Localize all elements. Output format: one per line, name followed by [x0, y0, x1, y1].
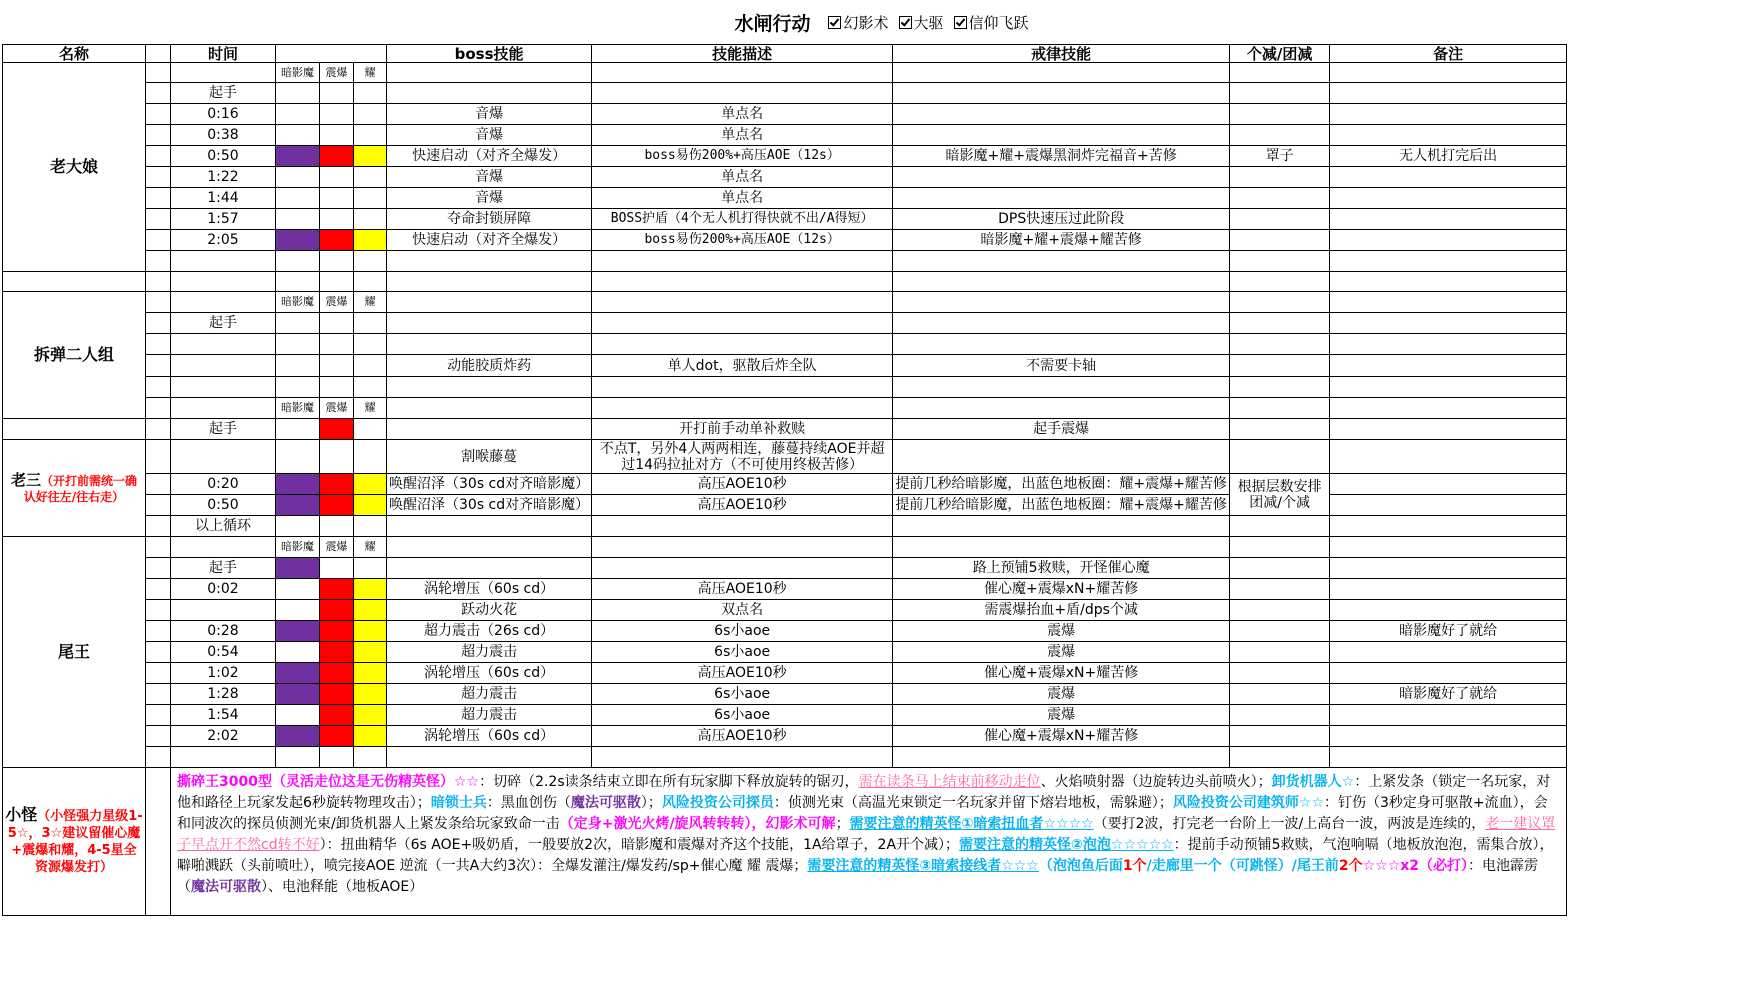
mob-text: ：侦测光束（高温光束锁定一名玩家并留下熔岩地板，需躲避）； — [773, 795, 1173, 811]
reduce-cell: 根据层数安排团减/个减 — [1230, 474, 1330, 516]
mob-text: ）：扭曲精华（6s AOE+吸奶盾，一般要放2次，暗影魔和震爆对齐这个技能，1A给罩子，2A开个减）； — [319, 837, 960, 853]
desc-cell: 6s小aoe — [592, 705, 893, 726]
dispel-tag: 魔法可驱散 — [191, 879, 261, 895]
table-row — [3, 63, 1567, 83]
desc-cell: 6s小aoe — [592, 621, 893, 642]
skill-cell: 音爆 — [387, 125, 592, 146]
desc-cell: 开打前手动单补救赎 — [592, 419, 893, 440]
radiance-marker — [354, 663, 387, 684]
table-row — [3, 230, 1567, 251]
time-cell: 1:02 — [171, 663, 276, 684]
boss-name-4: 尾王 — [3, 537, 146, 768]
skill-cell: 音爆 — [387, 188, 592, 209]
checkbox-checked-icon[interactable] — [954, 16, 967, 29]
radiance-marker — [354, 600, 387, 621]
table-row — [3, 600, 1567, 621]
mob-text: ）； — [640, 795, 662, 811]
mindblast-marker — [320, 230, 354, 251]
mob-darklock-soldier: 暗锁士兵 — [430, 795, 487, 811]
colhead-mindblast: 震爆 — [320, 292, 354, 313]
note-cell: 暗影魔好了就给 — [1330, 684, 1567, 705]
skill-cell: 涡轮增压（60s cd） — [387, 726, 592, 747]
desc-cell: 高压AOE10秒 — [592, 726, 893, 747]
shadowfiend-marker — [276, 495, 320, 516]
colhead-radiance: 耀 — [354, 398, 387, 419]
table-row — [3, 684, 1567, 705]
mindblast-marker — [320, 579, 354, 600]
col-header-cooldowns — [276, 45, 387, 63]
colhead-shadowfiend: 暗影魔 — [276, 537, 320, 558]
desc-cell: 双点名 — [592, 600, 893, 621]
desc-cell: 单点名 — [592, 188, 893, 209]
option-1-label: 幻影术 — [843, 13, 889, 32]
mob-shredder: 撕碎王3000型（灵活走位这是无伤精英怪）☆☆ — [177, 774, 480, 790]
table-row — [3, 440, 1567, 474]
table-row — [3, 474, 1567, 495]
header-row — [3, 45, 1567, 63]
radiance-marker — [354, 579, 387, 600]
discipline-cell: 不需要卡轴 — [893, 355, 1230, 377]
time-cell: 0:50 — [171, 146, 276, 167]
skill-cell: 割喉藤蔓 — [387, 440, 592, 474]
table-row — [3, 621, 1567, 642]
radiance-marker — [354, 474, 387, 495]
mob-text: ）、电池释能（地板AOE） — [261, 879, 424, 895]
desc-cell: 6s小aoe — [592, 684, 893, 705]
time-cell: 2:02 — [171, 726, 276, 747]
shadowfiend-marker — [276, 474, 320, 495]
strategy-table — [2, 44, 1567, 916]
mob-count: 2个 — [1338, 858, 1363, 874]
time-cell: 1:22 — [171, 167, 276, 188]
discipline-cell: 起手震爆 — [893, 419, 1230, 440]
time-cell: 起手 — [171, 83, 276, 104]
colhead-shadowfiend: 暗影魔 — [276, 292, 320, 313]
col-header-discipline: 戒律技能 — [893, 45, 1230, 63]
table-row — [3, 188, 1567, 209]
time-cell: 0:38 — [171, 125, 276, 146]
time-cell: 0:02 — [171, 579, 276, 600]
time-cell: 1:57 — [171, 209, 276, 230]
table-row — [3, 167, 1567, 188]
col-header-desc: 技能描述 — [592, 45, 893, 63]
mindblast-marker — [320, 495, 354, 516]
mob-text: ：切碎（2.2s读条结束立即在所有玩家脚下释放旋转的锯刃， — [479, 774, 859, 790]
col-header-blank — [146, 45, 171, 63]
colhead-shadowfiend: 暗影魔 — [276, 398, 320, 419]
radiance-marker — [354, 684, 387, 705]
mob-text: ：黑血创伤（ — [486, 795, 571, 811]
shadowfiend-marker — [276, 663, 320, 684]
desc-cell: boss易伤200%+高压AOE（12s） — [592, 230, 893, 251]
shadowfiend-marker — [276, 558, 320, 579]
time-cell: 1:28 — [171, 684, 276, 705]
table-row — [3, 83, 1567, 104]
mindblast-marker — [320, 663, 354, 684]
col-header-skill: boss技能 — [387, 45, 592, 63]
elite-1: 需要注意的精英怪①暗索扭血者☆☆☆☆ — [849, 816, 1094, 832]
mob-text: ：电池霹雳（ — [177, 858, 1539, 895]
boss-name-3: 老三 — [10, 470, 41, 489]
table-row — [3, 377, 1567, 398]
discipline-cell: 提前几秒给暗影魔，出蓝色地板圈：耀+震爆+耀苦修 — [893, 474, 1230, 495]
mob-combo-warning: （定身+激光火烤/旋风转转转），幻影术可解 — [559, 816, 836, 832]
table-row — [3, 334, 1567, 355]
discipline-cell: 提前几秒给暗影魔，出蓝色地板圈：耀+震爆+耀苦修 — [893, 495, 1230, 516]
skill-cell: 超力震击（26s cd） — [387, 621, 592, 642]
radiance-marker — [354, 495, 387, 516]
minor-mobs-text — [171, 768, 1567, 916]
skill-cell: 快速启动（对齐全爆发） — [387, 230, 592, 251]
table-row — [3, 272, 1567, 292]
skill-cell: 涡轮增压（60s cd） — [387, 663, 592, 684]
discipline-cell: 震爆 — [893, 621, 1230, 642]
radiance-marker — [354, 230, 387, 251]
elite-2: 需要注意的精英怪②泡泡☆☆☆☆☆ — [959, 837, 1174, 853]
discipline-cell: 催心魔+震爆xN+耀苦修 — [893, 579, 1230, 600]
time-cell: 起手 — [171, 313, 276, 334]
option-1[interactable] — [828, 12, 888, 33]
time-cell: 起手 — [171, 558, 276, 579]
colhead-mindblast: 震爆 — [320, 63, 354, 83]
table-row — [3, 146, 1567, 167]
minor-label: 小怪 — [5, 805, 38, 824]
shadowfiend-marker — [276, 230, 320, 251]
col-header-note: 备注 — [1330, 45, 1567, 63]
table-row — [3, 355, 1567, 377]
col-header-time: 时间 — [171, 45, 276, 63]
discipline-cell: 催心魔+震爆xN+耀苦修 — [893, 663, 1230, 684]
mindblast-marker — [320, 600, 354, 621]
skill-cell: 涡轮增压（60s cd） — [387, 579, 592, 600]
time-cell: 0:50 — [171, 495, 276, 516]
colhead-mindblast: 震爆 — [320, 537, 354, 558]
col-header-reduce: 个减/团减 — [1230, 45, 1330, 63]
skill-cell: 唤醒沼泽（30s cd对齐暗影魔） — [387, 495, 592, 516]
shadowfiend-marker — [276, 684, 320, 705]
desc-cell: BOSS护盾（4个无人机打得快就不出/A得短） — [592, 209, 893, 230]
checkbox-checked-icon[interactable] — [828, 16, 841, 29]
boss-name-1: 老大娘 — [3, 63, 146, 272]
desc-cell: 高压AOE10秒 — [592, 474, 893, 495]
radiance-marker — [354, 705, 387, 726]
desc-cell: 不点T，另外4人两两相连，藤蔓持续AOE并超过14码拉扯对方（不可使用终极苦修） — [592, 440, 893, 474]
time-cell: 2:05 — [171, 230, 276, 251]
skill-cell: 超力震击 — [387, 642, 592, 663]
discipline-cell: 震爆 — [893, 684, 1230, 705]
discipline-cell: DPS快速压过此阶段 — [893, 209, 1230, 230]
option-3[interactable] — [954, 12, 1029, 33]
table-row — [3, 726, 1567, 747]
discipline-cell: 暗影魔+耀+震爆黑洞炸完福音+苦修 — [893, 146, 1230, 167]
mob-location: （泡泡鱼后面 — [1038, 858, 1123, 874]
skill-cell: 唤醒沼泽（30s cd对齐暗影魔） — [387, 474, 592, 495]
mindblast-marker — [320, 419, 354, 440]
colhead-radiance: 耀 — [354, 63, 387, 83]
time-cell: 1:44 — [171, 188, 276, 209]
time-cell: 0:28 — [171, 621, 276, 642]
table-row — [3, 537, 1567, 558]
checkbox-checked-icon[interactable] — [899, 16, 912, 29]
colhead-mindblast: 震爆 — [320, 398, 354, 419]
colhead-shadowfiend: 暗影魔 — [276, 63, 320, 83]
time-cell: 1:54 — [171, 705, 276, 726]
desc-cell: boss易伤200%+高压AOE（12s） — [592, 146, 893, 167]
mindblast-marker — [320, 474, 354, 495]
mob-agent: 风险投资公司探员 — [661, 795, 774, 811]
colhead-radiance: 耀 — [354, 537, 387, 558]
mindblast-marker — [320, 705, 354, 726]
desc-cell: 单点名 — [592, 125, 893, 146]
table-row — [3, 104, 1567, 125]
desc-cell: 单点名 — [592, 104, 893, 125]
page-title-bar — [0, 0, 1763, 44]
minor-row — [3, 768, 1567, 916]
mob-text: （要打2波，打完老一台阶上一波/上高台一波，两波是连续的， — [1093, 816, 1486, 832]
loop-cell: 以上循环 — [171, 516, 276, 537]
table-row — [3, 419, 1567, 440]
mindblast-marker — [320, 146, 354, 167]
skill-cell: 夺命封锁屏障 — [387, 209, 592, 230]
skill-cell: 超力震击 — [387, 684, 592, 705]
shadowfiend-marker — [276, 146, 320, 167]
note-cell: 暗影魔好了就给 — [1330, 621, 1567, 642]
mob-text: ：上紧发条（锁定一名玩家，对他和路径上玩家发起6秒旋转物理攻击）； — [177, 774, 1551, 811]
elite-3: 需要注意的精英怪③暗索接线者☆☆☆ — [807, 858, 1039, 874]
discipline-cell: 需震爆抬血+盾/dps个减 — [893, 600, 1230, 621]
desc-cell: 单人dot，驱散后炸全队 — [592, 355, 893, 377]
mob-unloader: 卸货机器人☆ — [1271, 774, 1355, 790]
table-row — [3, 495, 1567, 516]
desc-cell: 单点名 — [592, 167, 893, 188]
discipline-cell: 震爆 — [893, 705, 1230, 726]
shadowfiend-marker — [276, 726, 320, 747]
option-2[interactable] — [899, 12, 944, 33]
option-checkboxes — [828, 12, 1028, 33]
time-cell: 0:20 — [171, 474, 276, 495]
table-row — [3, 747, 1567, 768]
radiance-marker — [354, 621, 387, 642]
time-cell — [171, 600, 276, 621]
mob-location: /走廊里一个（可跳怪）/尾王前 — [1146, 858, 1339, 874]
note-cell: 无人机打完后出 — [1330, 146, 1567, 167]
table-row — [3, 705, 1567, 726]
desc-cell: 高压AOE10秒 — [592, 495, 893, 516]
table-row — [3, 398, 1567, 419]
discipline-cell: 震爆 — [893, 642, 1230, 663]
table-row — [3, 579, 1567, 600]
option-3-label: 信仰飞跃 — [968, 13, 1029, 32]
minor-label-cell — [3, 768, 146, 916]
table-row — [3, 209, 1567, 230]
dispel-tag: 魔法可驱散 — [570, 795, 641, 811]
table-row — [3, 125, 1567, 146]
mob-count: 1个 — [1122, 858, 1147, 874]
boss-3-note: （开打前需统一确认好往左/往右走） — [23, 473, 138, 504]
radiance-marker — [354, 726, 387, 747]
mindblast-marker — [320, 642, 354, 663]
reduce-cell: 罩子 — [1230, 146, 1330, 167]
skill-cell: 动能胶质炸药 — [387, 355, 592, 377]
mob-text: ：钉伤（3秒定身可驱散+流血），会和同波次的探员侦测光束/卸货机器人上紧发条给玩家致命一击 — [177, 795, 1548, 832]
mindblast-marker — [320, 726, 354, 747]
table-row — [3, 642, 1567, 663]
skill-cell: 跃动火花 — [387, 600, 592, 621]
boss-name-2: 拆弹二人组 — [3, 292, 146, 419]
shadowfiend-marker — [276, 621, 320, 642]
skill-cell: 音爆 — [387, 167, 592, 188]
discipline-cell: 暗影魔+耀+震爆+耀苦修 — [893, 230, 1230, 251]
mob-tip: 老一建议罩子早点开不然cd转不好 — [177, 816, 1556, 853]
table-row — [3, 313, 1567, 334]
desc-cell: 高压AOE10秒 — [592, 663, 893, 684]
mindblast-marker — [320, 621, 354, 642]
mob-text: ：提前手动预铺5救赎，气泡响嗝（地板放泡泡，需集合放），噼啪溅跃（头前喷吐），喷完接AOE 逆流（一共A大约3次）：全爆发灌注/爆发药/sp+催心魔 耀 震爆； — [177, 837, 1554, 874]
table-row — [3, 251, 1567, 272]
radiance-marker — [354, 146, 387, 167]
boss-name-3-cell — [3, 440, 146, 537]
mindblast-marker — [320, 684, 354, 705]
time-cell: 0:16 — [171, 104, 276, 125]
mob-must-kill: ☆☆☆x2（必打） — [1362, 858, 1469, 874]
radiance-marker — [354, 642, 387, 663]
option-2-label: 大驱 — [913, 13, 944, 32]
desc-cell: 6s小aoe — [592, 642, 893, 663]
table-row — [3, 292, 1567, 313]
table-row — [3, 558, 1567, 579]
col-header-name: 名称 — [3, 45, 146, 63]
skill-cell: 快速启动（对齐全爆发） — [387, 146, 592, 167]
discipline-cell: 催心魔+震爆xN+耀苦修 — [893, 726, 1230, 747]
skill-cell: 超力震击 — [387, 705, 592, 726]
mob-text: 、火焰喷射器（边旋转边头前喷火）； — [1040, 774, 1272, 790]
mob-warning: 需在读条马上结束前移动走位 — [858, 774, 1041, 790]
minor-label-note: （小怪强力星级1-5☆，3☆建议留催心魔+震爆和耀，4-5星全资源爆发打） — [7, 809, 143, 875]
mob-architect: 风险投资公司建筑师☆☆ — [1172, 795, 1325, 811]
colhead-radiance: 耀 — [354, 292, 387, 313]
desc-cell: 高压AOE10秒 — [592, 579, 893, 600]
table-row — [3, 516, 1567, 537]
mob-text: ； — [835, 816, 850, 832]
time-cell: 0:54 — [171, 642, 276, 663]
page-title: 水闸行动 — [734, 12, 811, 35]
table-row — [3, 663, 1567, 684]
discipline-cell: 路上预铺5救赎，开怪催心魔 — [893, 558, 1230, 579]
time-cell: 起手 — [171, 419, 276, 440]
skill-cell: 音爆 — [387, 104, 592, 125]
